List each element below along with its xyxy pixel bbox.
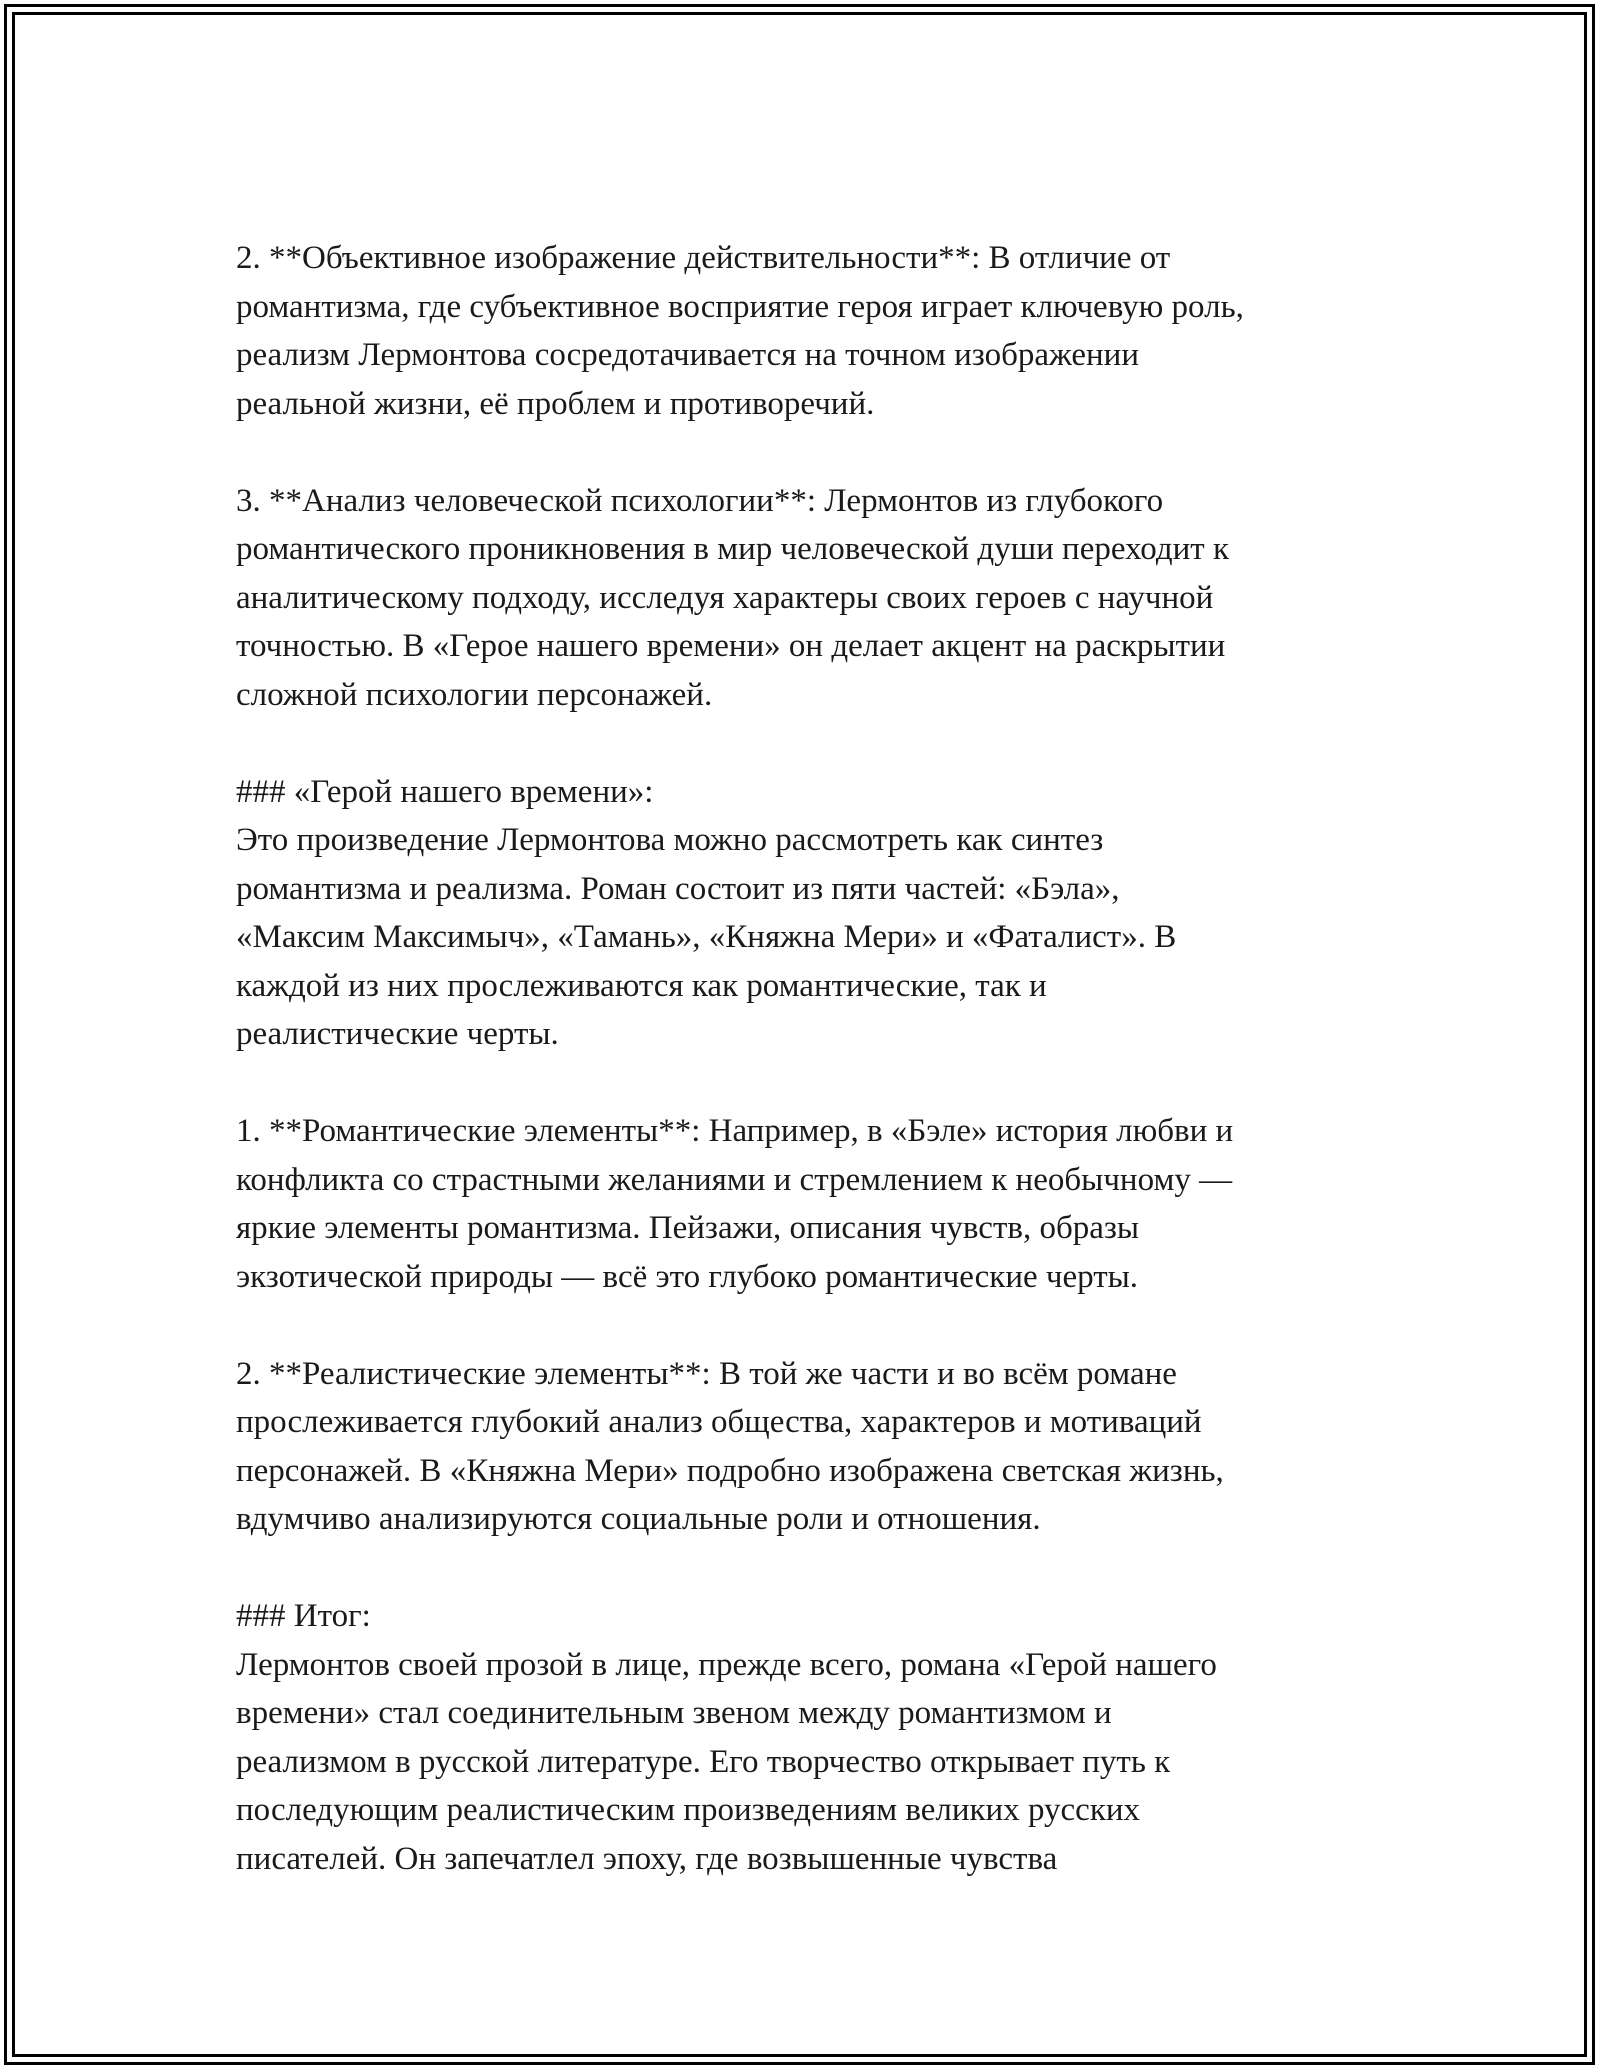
paragraph-romantic-elements (236, 1107, 1406, 1301)
text-line: каждой из них прослеживаются как романтические, так и (236, 967, 1047, 1004)
text-line: Лермонтов своей прозой в лице, прежде всего, романа «Герой нашего (236, 1646, 1217, 1683)
paragraph-gap (236, 1059, 1406, 1108)
section-heading: ### Итог: (236, 1598, 371, 1634)
text-line: последующим реалистическим произведениям великих русских (236, 1792, 1141, 1828)
text-line: сложной психологии персонажей. (236, 676, 713, 713)
paragraph-gap (236, 1544, 1406, 1593)
text-line: романтизма, где субъективное восприятие героя играет ключевую роль, (236, 288, 1244, 325)
paragraph-gap (236, 428, 1406, 477)
text-line: яркие элементы романтизма. Пейзажи, описания чувств, образы (236, 1210, 1140, 1246)
text-line: романтического проникновения в мир человеческой души переходит к (236, 531, 1230, 567)
paragraph-psychology-analysis (236, 477, 1406, 720)
text-line: реалистические черты. (236, 1016, 559, 1052)
text-line: романтизма и реализма. Роман состоит из пяти частей: «Бэла», (236, 870, 1120, 907)
text-line: «Максим Максимыч», «Тамань», «Княжна Мери» и «Фаталист». В (236, 919, 1177, 955)
text-line: аналитическому подходу, исследуя характеры своих героев с научной (236, 579, 1214, 616)
text-line: реализмом в русской литературе. Его творчество открывает путь к (236, 1743, 1171, 1780)
text-line: времени» стал соединительным звеном между романтизмом и (236, 1695, 1112, 1731)
section-heading: ### «Герой нашего времени»: (236, 773, 654, 810)
section-hero-of-our-time (236, 768, 1406, 1059)
text-line: конфликта со страстными желаниями и стремлением к необычному — (236, 1161, 1233, 1198)
text-line: Это произведение Лермонтова можно рассмотреть как синтез (236, 822, 1104, 858)
document-body (236, 234, 1406, 1883)
text-line: 2. **Объективное изображение действительности**: В отличие от (236, 240, 1171, 276)
paragraph-gap (236, 719, 1406, 768)
text-line: персонажей. В «Княжна Мери» подробно изображена светская жизнь, (236, 1452, 1224, 1489)
paragraph-objective-reality (236, 234, 1406, 428)
text-line: писателей. Он запечатлел эпоху, где возвышенные чувства (236, 1840, 1058, 1877)
text-line: прослеживается глубокий анализ общества, характеров и мотиваций (236, 1404, 1202, 1440)
section-summary (236, 1592, 1406, 1883)
text-line: реализм Лермонтова сосредотачивается на точном изображении (236, 337, 1140, 373)
text-line: 2. **Реалистические элементы**: В той же части и во всём романе (236, 1355, 1177, 1392)
text-line: реальной жизни, её проблем и противоречий. (236, 385, 875, 422)
text-line: точностью. В «Герое нашего времени» он делает акцент на раскрытии (236, 628, 1226, 664)
text-line: 3. **Анализ человеческой психологии**: Лермонтов из глубокого (236, 482, 1164, 519)
paragraph-realistic-elements (236, 1350, 1406, 1544)
text-line: экзотической природы — всё это глубоко романтические черты. (236, 1258, 1139, 1295)
text-line: вдумчиво анализируются социальные роли и отношения. (236, 1501, 1041, 1537)
paragraph-gap (236, 1301, 1406, 1350)
text-line: 1. **Романтические элементы**: Например, в «Бэле» история любви и (236, 1113, 1234, 1149)
